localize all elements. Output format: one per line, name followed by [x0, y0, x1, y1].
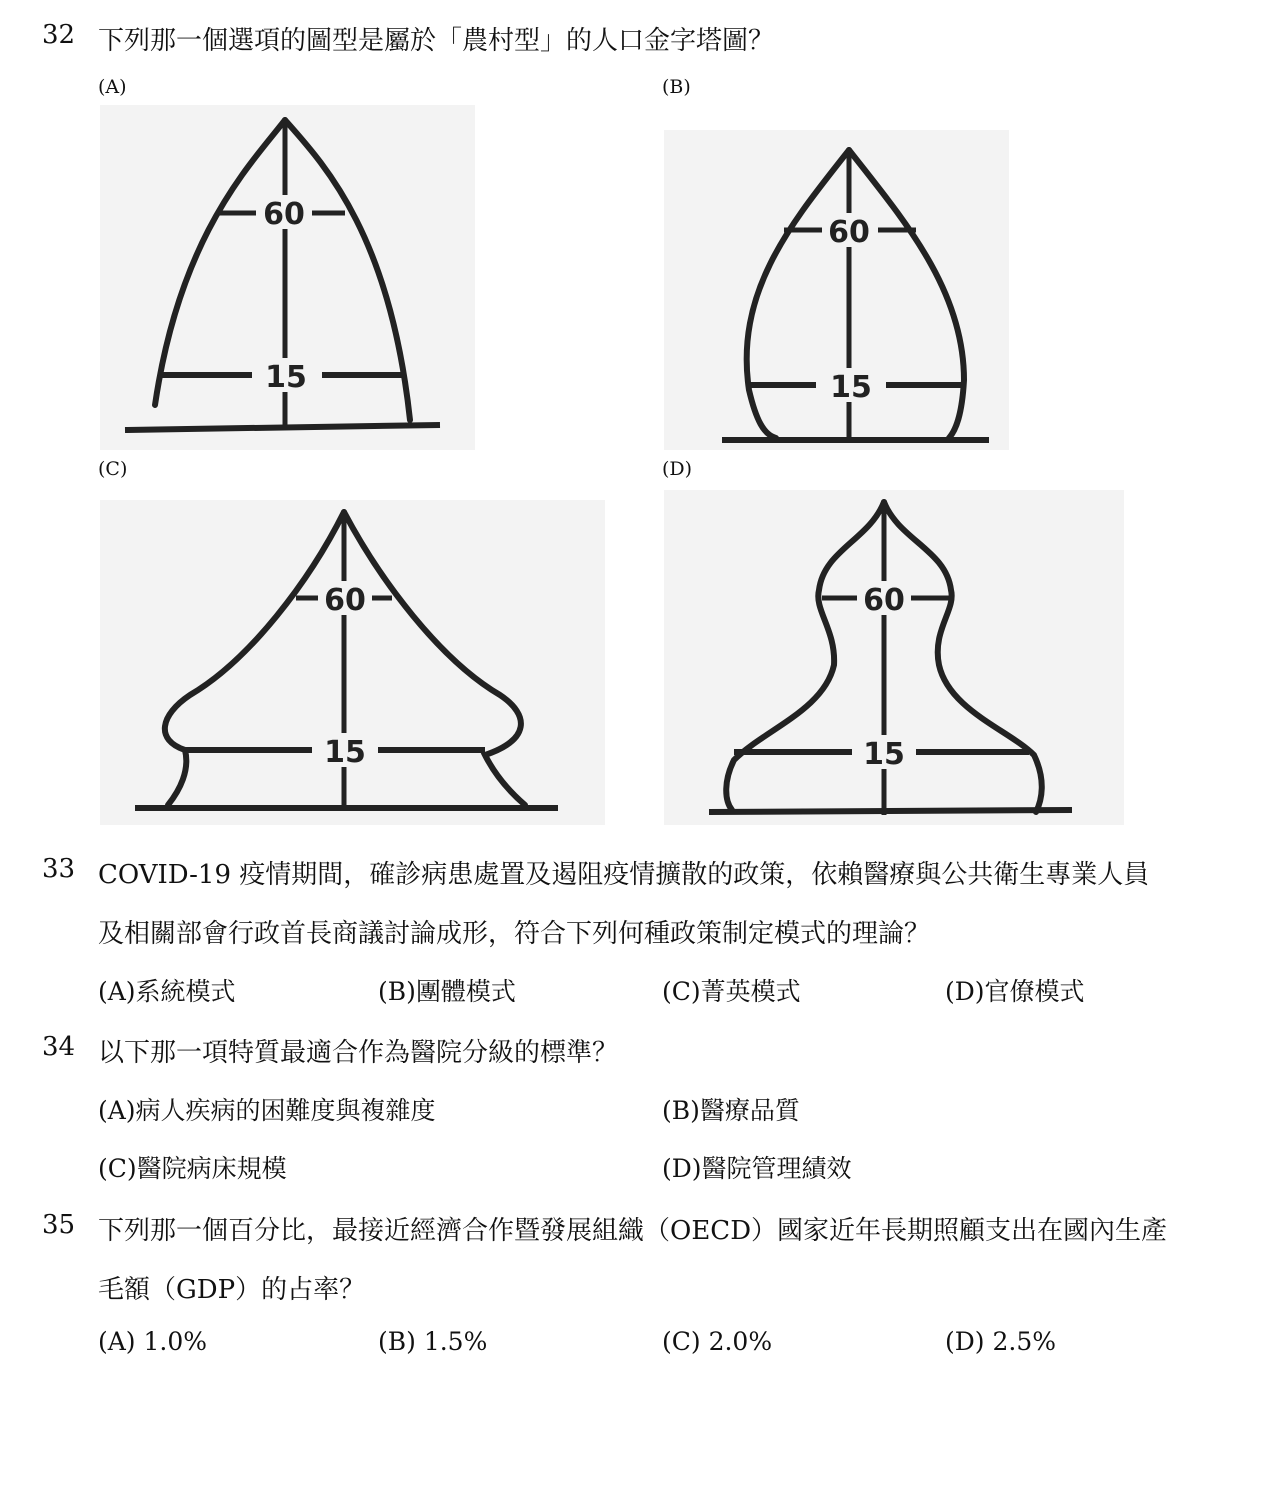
q33-option-b[interactable]: (B)團體模式: [378, 977, 516, 1006]
choice-a-label[interactable]: (A): [98, 76, 127, 98]
label-age-60: 60: [828, 215, 870, 250]
label-age-60: 60: [263, 197, 305, 232]
choice-d-label[interactable]: (D): [662, 458, 693, 480]
label-age-15: 15: [863, 737, 905, 772]
question-35-number: 35: [42, 1210, 76, 1240]
q35-option-b[interactable]: (B) 1.5%: [378, 1327, 488, 1356]
question-32-stem: 下列那一個選項的圖型是屬於「農村型」的人口金字塔圖？: [98, 26, 775, 56]
label-age-15: 15: [265, 360, 307, 395]
label-age-15: 15: [830, 370, 872, 405]
label-age-60: 60: [863, 583, 905, 618]
q34-option-b[interactable]: (B)醫療品質: [662, 1096, 800, 1125]
question-33-stem-line1: COVID-19 疫情期間，確診病患處置及遏阻疫情擴散的政策，依賴醫療與公共衛生專業人員: [98, 860, 1150, 890]
pyramid-figure-d: [664, 490, 1124, 825]
label-age-15: 15: [324, 735, 366, 770]
q33-option-a[interactable]: (A)系統模式: [98, 977, 236, 1006]
question-32-number: 32: [42, 20, 76, 50]
question-34-stem: 以下那一項特質最適合作為醫院分級的標準？: [98, 1038, 619, 1068]
q35-option-d[interactable]: (D) 2.5%: [945, 1327, 1057, 1356]
pyramid-figure-a: [100, 105, 475, 450]
question-35-stem-line1: 下列那一個百分比，最接近經濟合作暨發展組織（OECD）國家近年長期照顧支出在國內生產: [98, 1216, 1168, 1246]
question-34-number: 34: [42, 1032, 76, 1062]
pyramid-figure-b: [664, 130, 1009, 450]
choice-b-label[interactable]: (B): [662, 76, 691, 98]
label-age-60: 60: [324, 583, 366, 618]
q33-option-d[interactable]: (D)官僚模式: [945, 977, 1085, 1006]
question-33-stem-line2: 及相關部會行政首長商議討論成形，符合下列何種政策制定模式的理論？: [98, 919, 931, 949]
q35-option-c[interactable]: (C) 2.0%: [662, 1327, 773, 1356]
q34-option-a[interactable]: (A)病人疾病的困難度與複雜度: [98, 1096, 436, 1125]
q34-option-d[interactable]: (D)醫院管理績效: [662, 1154, 852, 1183]
q33-option-c[interactable]: (C)菁英模式: [662, 977, 801, 1006]
q34-option-c[interactable]: (C)醫院病床規模: [98, 1154, 287, 1183]
question-33-number: 33: [42, 854, 76, 884]
choice-c-label[interactable]: (C): [98, 458, 128, 480]
question-35-stem-line2: 毛額（GDP）的占率？: [98, 1275, 366, 1305]
pyramid-figure-c: [100, 500, 605, 825]
q35-option-a[interactable]: (A) 1.0%: [98, 1327, 208, 1356]
